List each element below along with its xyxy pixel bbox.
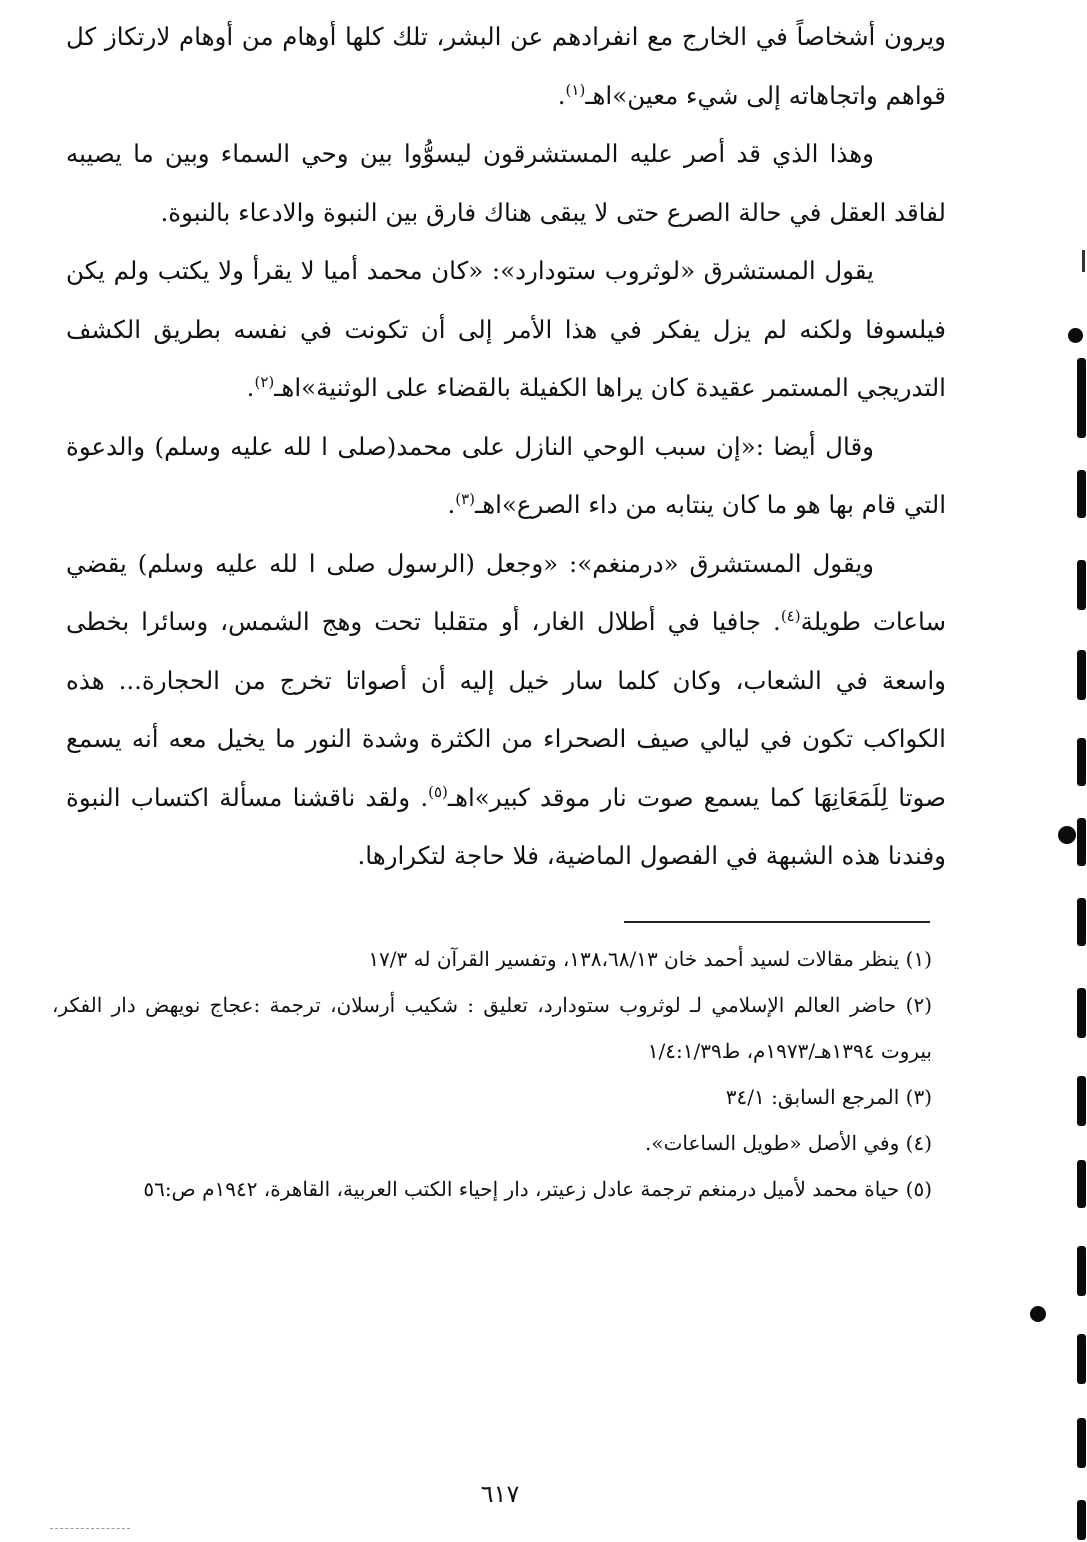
paragraph-5: [66, 535, 946, 886]
paragraph-2: [66, 125, 946, 242]
footnote-ref-5[interactable]: (٥): [428, 782, 448, 801]
footnote-ref-1[interactable]: (١): [565, 80, 586, 99]
margin-bar-mark: [1077, 738, 1086, 786]
page-number: ٦١٧: [480, 1480, 520, 1508]
paragraph-2-text: وهذا الذي قد أصر عليه المستشرقون ليسوُّوا بين وحي السماء وبين ما يصيبه لفاقد العقل في حالة الصرع حتى لا يبقى هناك فارق بين النبوة والادعاء بالنبوة.: [66, 139, 946, 227]
paragraph-5-end: . ولقد ناقشنا مسألة اكتساب النبوة وفندنا هذه الشبهة في الفصول الماضية، فلا حاجة لتكرارها.: [66, 782, 946, 870]
margin-bar-mark: [1077, 1334, 1086, 1384]
margin-bar-mark: [1077, 1418, 1086, 1468]
footnote-ref-2[interactable]: (٢): [254, 373, 275, 391]
paragraph-4-end: .: [447, 490, 456, 519]
margin-bar-mark: [1077, 1076, 1086, 1126]
footnote-4: (٤) وفي الأصل «طويل الساعات».: [644, 1131, 932, 1155]
paragraph-4: [66, 418, 946, 535]
footnote-1: (١) ينظر مقالات لسيد أحمد خان ١٣٨،٦٨/١٣، وتفسير القرآن له ١٧/٣: [368, 947, 932, 971]
margin-bar-mark: [1077, 1500, 1086, 1540]
footnote-5: (٥) حياة محمد لأميل درمنغم ترجمة عادل زعيتر، دار إحياء الكتب العربية، القاهرة، ١٩٤٢م ص:٥٦: [143, 1177, 932, 1201]
margin-bar-mark: [1077, 1246, 1086, 1296]
margin-bar-mark: [1077, 560, 1086, 610]
binder-hole-dot: [1068, 328, 1083, 343]
margin-tick-mark: [1082, 250, 1085, 272]
footnotes: [52, 936, 932, 1212]
body-text: [66, 8, 946, 886]
margin-bar-mark: [1077, 358, 1086, 438]
margin-bar-mark: [1077, 818, 1086, 866]
footnote-3: (٣) المرجع السابق: ٣٤/١: [725, 1085, 932, 1109]
paragraph-3-text: يقول المستشرق «لوثروب ستودارد»: «كان محمد أميا لا يقرأ ولا يكتب ولم يكن فيلسوفا ولكنه لم يزل يفكر في هذا الأمر إلى أن تكونت في نفسه بطريق الكشف التدريجي المستمر عقيدة كان يراها الكفيلة بالقضاء على الوثنية»اهـ: [66, 256, 946, 402]
paragraph-1: [66, 8, 946, 125]
scan-artifact-line: [50, 1528, 130, 1529]
footnote-2: (٢) حاضر العالم الإسلامي لـ لوثروب ستودارد، تعليق : شكيب أرسلان، ترجمة :عجاج نويهض دار الفكر، بيروت ١٣٩٤هـ/١٩٧٣م، ط١/٤:١/٣٩: [52, 993, 932, 1063]
paragraph-1-text: ويرون أشخاصاً في الخارج مع انفرادهم عن البشر، تلك كلها أوهام من أوهام لارتكاز كل قواهم واتجاهاته إلى شيء معين»اهـ: [66, 22, 946, 110]
footnote-divider: [624, 921, 930, 923]
paragraph-5-text: ويقول المستشرق «درمنغم»: «وجعل (الرسول صلى ا لله عليه وسلم) يقضي ساعات طويلة: [66, 548, 946, 636]
margin-bar-mark: [1077, 988, 1086, 1038]
margin-bar-mark: [1077, 650, 1086, 700]
paragraph-3-end: .: [246, 373, 255, 402]
paragraph-4-text: وقال أيضا :«إن سبب الوحي النازل على محمد(صلى ا لله عليه وسلم) والدعوة التي قام بها هو ما كان ينتابه من داء الصرع»اهـ: [66, 431, 946, 519]
margin-bar-mark: [1077, 470, 1086, 518]
margin-bar-mark: [1077, 1160, 1086, 1208]
footnote-ref-3[interactable]: (٣): [455, 490, 476, 508]
margin-bar-mark: [1077, 898, 1086, 946]
paragraph-1-end: .: [557, 80, 566, 110]
binder-hole-dot: [1030, 1306, 1046, 1322]
footnote-ref-4[interactable]: (٤): [780, 607, 801, 625]
binder-hole-dot: [1058, 826, 1076, 844]
paragraph-5-middle: . جافيا في أطلال الغار، أو متقلبا تحت وهج الشمس، وسائرا بخطى واسعة في الشعاب، وكان كلما سار خيل إليه أن أصواتا تخرج من الحجارة... هذه الكواكب تكون في ليالي صيف الصحراء من الكثرة وشدة النور ما يخيل معه أنه يسمع صوتا لِلَمَعَانِهَا كما يسمع صوت نار موقد كبير»اهـ: [66, 607, 946, 812]
paragraph-3: [66, 242, 946, 418]
